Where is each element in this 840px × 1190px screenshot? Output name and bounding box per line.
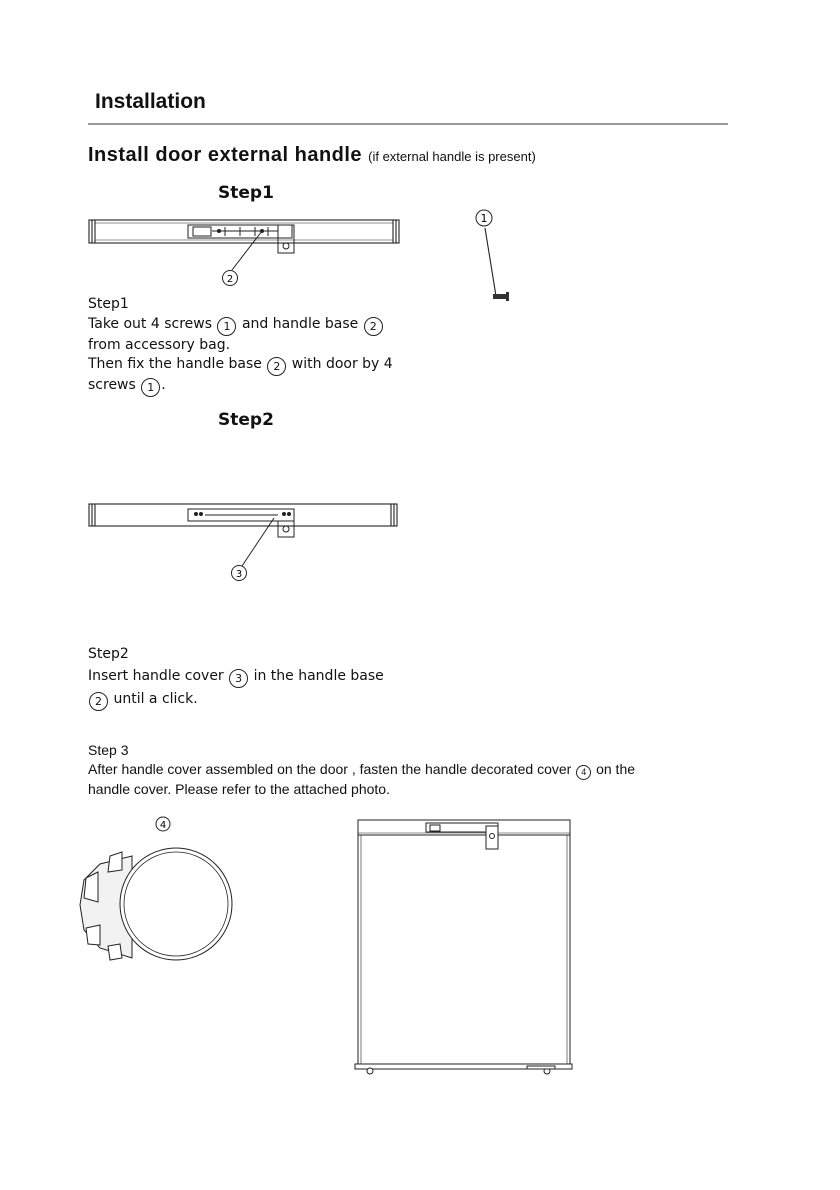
section-title: Installation: [95, 90, 206, 113]
step1-line2: from accessory bag.: [88, 336, 231, 353]
step2-label: Step2: [88, 646, 129, 662]
heading-text: Install door external handle: [88, 144, 363, 166]
marker-1: 1: [217, 317, 236, 336]
marker-2: 2: [89, 692, 108, 711]
svg-text:4: 4: [159, 820, 167, 831]
marker-2: 2: [364, 317, 383, 336]
step2-line1-text-b: in the handle base: [253, 668, 384, 684]
step1-label: Step1: [88, 296, 129, 312]
step1-line3-text-b: with door by 4: [291, 356, 393, 372]
step1-line1-text-b: and handle base: [241, 315, 359, 332]
step2-instructions: [88, 643, 408, 711]
decorated-cover-illustration: [80, 848, 232, 960]
step2-line2: [88, 688, 408, 711]
step2-line1-text-a: Insert handle cover: [88, 668, 224, 684]
step1-leader-line: [232, 231, 262, 270]
step2-handle-cover: [188, 509, 294, 537]
step1-line4-text: screws: [88, 377, 136, 393]
step3-line2: handle cover. Please refer to the attached photo.: [88, 780, 390, 797]
step3-label: Step 3: [88, 742, 129, 758]
step1-line4-period: .: [161, 377, 166, 393]
step2-marker-3: [232, 566, 247, 581]
step2-header: Step2: [218, 410, 274, 430]
step1-header: Step1: [218, 183, 274, 203]
step2-line2-text: until a click.: [113, 691, 198, 707]
screw-illustration: [476, 210, 509, 301]
step3-line1-text-b: on the: [596, 760, 636, 777]
svg-text:1: 1: [480, 212, 488, 225]
marker-4: 4: [576, 765, 591, 780]
heading-note: (if external handle is present): [368, 149, 536, 164]
marker-3: 3: [229, 669, 248, 688]
step3-instructions: [88, 741, 738, 798]
step2-line1: [88, 665, 408, 688]
decorated-cover-marker-4: [156, 817, 170, 831]
step1-handle-base: [188, 225, 294, 253]
marker-1: 1: [141, 378, 160, 397]
svg-text:3: 3: [235, 569, 243, 580]
step1-line1-text-a: Take out 4 screws: [88, 315, 213, 332]
step3-line1-text-a: After handle cover assembled on the door , fasten the handle decorated cover: [88, 760, 572, 777]
step1-line3-text-a: Then fix the handle base: [88, 356, 262, 372]
step3-line1: [88, 760, 738, 780]
svg-text:2: 2: [226, 274, 234, 285]
step1-marker-2: [223, 271, 238, 286]
step1-instructions: [88, 295, 408, 397]
step2-leader-line: [242, 518, 274, 566]
step1-line4: [88, 376, 408, 397]
step1-line1: [88, 315, 408, 336]
marker-2: 2: [267, 357, 286, 376]
step1-line3: [88, 355, 408, 376]
chest-freezer-illustration: [355, 820, 572, 1074]
